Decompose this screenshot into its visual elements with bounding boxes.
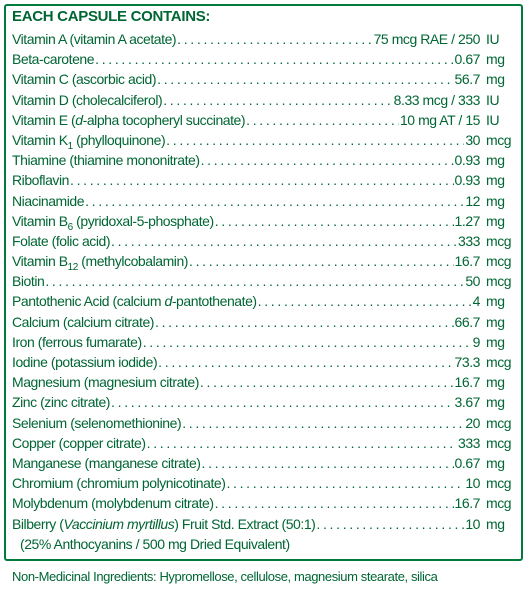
ingredient-unit: mg [486,313,505,330]
leader-dots [95,49,453,69]
leader-dots [258,291,472,311]
ingredient-unit: mg [486,394,505,411]
ingredient-unit: mg [486,212,505,229]
leader-dots [85,191,464,211]
ingredient-row [12,291,520,311]
ingredient-row [12,211,520,231]
ingredient-amount: 75 mcg RAE / 250 [373,31,480,47]
ingredient-unit: IU [486,111,500,128]
ingredient-amount: 16.7 [454,253,480,270]
leader-dots [215,211,454,231]
leader-dots [45,271,464,291]
ingredient-row [12,69,520,89]
leader-dots [166,130,464,150]
ingredient-row [12,271,520,291]
ingredient-row [12,110,520,130]
ingredient-unit: mg [486,172,505,189]
ingredient-amount: 16.7 [454,374,480,391]
ingredient-row [12,453,520,473]
ingredient-unit: mcg [486,232,512,249]
ingredient-amount: 0.93 [454,172,480,189]
ingredient-name: Iron (ferrous fumarate) [12,333,142,350]
ingredient-name: Vitamin A (vitamin A acetate) [12,31,177,47]
ingredient-unit: mcg [486,414,512,431]
ingredient-name: Vitamin $K_1$ (phylloquinone) [12,131,166,152]
ingredient-amount: 333 [457,434,480,451]
ingredient-row [12,29,520,49]
ingredient-amount: 20 [465,414,480,431]
leader-dots [202,453,454,473]
leader-dots [157,69,453,89]
ingredient-amount: 333 [457,232,480,249]
ingredient-name: Chromium (chromium polynicotinate) [12,475,226,492]
ingredient-name: Magnesium (magnesium citrate) [12,374,199,391]
leader-dots [158,352,453,372]
ingredient-amount: 66.7 [454,313,480,330]
ingredient-name: Selenium (selenomethionine) [12,414,182,431]
leader-dots [147,433,457,453]
ingredient-row [12,514,520,534]
ingredient-name: Biotin [12,273,45,290]
ingredient-row [12,312,520,332]
leader-dots [111,392,454,412]
ingredient-unit: mcg [486,273,512,290]
ingredient-row [12,170,520,190]
ingredient-amount: 3.67 [454,394,480,411]
ingredient-unit: mg [486,333,505,350]
ingredient-amount: 4 [472,293,480,310]
ingredient-unit: mg [486,293,505,310]
ingredient-amount: 30 [465,131,480,148]
ingredient-name: Molybdenum (molybdenum citrate) [12,495,214,512]
ingredient-unit: mg [486,454,505,471]
ingredient-list [12,29,520,554]
ingredient-name: Vitamin D (cholecalciferol) [12,91,163,108]
ingredient-unit: IU [486,31,500,47]
leader-dots [70,170,454,190]
ingredient-amount: 16.7 [454,495,480,512]
ingredient-unit: mcg [486,253,512,270]
ingredient-row [12,352,520,372]
ingredient-amount: 8.33 mcg / 333 [393,91,480,108]
leader-dots [111,231,457,251]
ingredient-name: Folate (folic acid) [12,232,111,249]
leader-dots [316,514,464,534]
ingredient-amount: 0.93 [454,152,480,169]
ingredient-unit: mg [486,374,505,391]
ingredient-row [12,332,520,352]
leader-dots [215,493,454,513]
ingredient-row [12,413,520,433]
ingredient-row [12,191,520,211]
ingredient-amount: 56.7 [454,71,480,88]
ingredient-unit: mg [486,515,505,532]
leader-dots [177,29,372,49]
leader-dots [189,251,454,271]
leader-dots [246,110,399,130]
ingredient-name: Vitamin $B_{12}$ (methylcobalamin) [12,253,189,273]
ingredient-unit: mcg [486,354,512,370]
ingredient-amount: 10 [465,515,480,532]
ingredient-row [12,372,520,392]
ingredient-name: Bilberry (Vaccinium myrtillus) Fruit Std. Extract (50:1) [12,515,316,532]
panel-heading: EACH CAPSULE CONTAINS: [12,8,211,25]
leader-dots [226,473,464,493]
bilberry-note: (25% Anthocyanins / 500 mg Dried Equivalent) [20,535,290,552]
ingredient-name: Calcium (calcium citrate) [12,313,154,330]
ingredient-row [12,493,520,513]
ingredient-row [12,90,520,110]
ingredient-amount: 50 [465,273,480,290]
ingredient-amount: 12 [465,192,480,209]
ingredient-name: Vitamin C (ascorbic acid) [12,71,157,88]
ingredient-row [12,433,520,453]
leader-dots [143,332,472,352]
ingredient-name: Iodine (potassium iodide) [12,354,158,370]
ingredient-row [12,473,520,493]
ingredient-amount: 0.67 [454,454,480,471]
ingredient-unit: mcg [486,131,512,148]
ingredient-unit: mcg [486,475,512,492]
ingredient-unit: mg [486,71,505,88]
ingredient-amount: 10 [465,475,480,492]
ingredient-amount: 0.67 [454,51,480,68]
ingredient-row [12,392,520,412]
leader-dots [201,150,454,170]
ingredient-amount: 10 mg AT / 15 [399,111,480,128]
ingredient-row [12,130,520,150]
ingredient-name: Pantothenic Acid (calcium d-pantothenate) [12,293,257,310]
ingredient-amount: 73.3 [454,354,480,370]
ingredient-unit: IU [486,91,500,108]
ingredient-amount: 9 [472,333,480,350]
non-medicinal-ingredients: Non-Medicinal Ingredients: Hypromellose, cellulose, magnesium stearate, silica [12,569,438,584]
ingredient-row [12,231,520,251]
ingredient-name: Niacinamide [12,192,85,209]
ingredient-amount: 1.27 [454,212,480,229]
ingredient-name: Copper (copper citrate) [12,434,146,451]
leader-dots [163,90,392,110]
ingredient-name: Riboflavin [12,172,69,189]
ingredient-name: Manganese (manganese citrate) [12,454,201,471]
ingredient-row [12,251,520,271]
leader-dots [200,372,454,392]
ingredient-name: Vitamin $B_6$ (pyridoxal-5-phosphate) [12,212,214,233]
ingredient-row [12,49,520,69]
leader-dots [182,413,464,433]
ingredient-name: Thiamine (thiamine mononitrate) [12,152,200,169]
ingredient-unit: mcg [486,434,512,451]
ingredient-name: Zinc (zinc citrate) [12,394,111,411]
ingredient-unit: mg [486,192,505,209]
ingredient-name: Vitamin E (d-alpha tocopheryl succinate) [12,111,246,128]
ingredient-unit: mg [486,152,505,169]
ingredient-unit: mcg [486,495,512,512]
ingredient-row [12,150,520,170]
ingredient-unit: mg [486,51,505,68]
leader-dots [155,312,454,332]
ingredient-name: Beta-carotene [12,51,95,68]
